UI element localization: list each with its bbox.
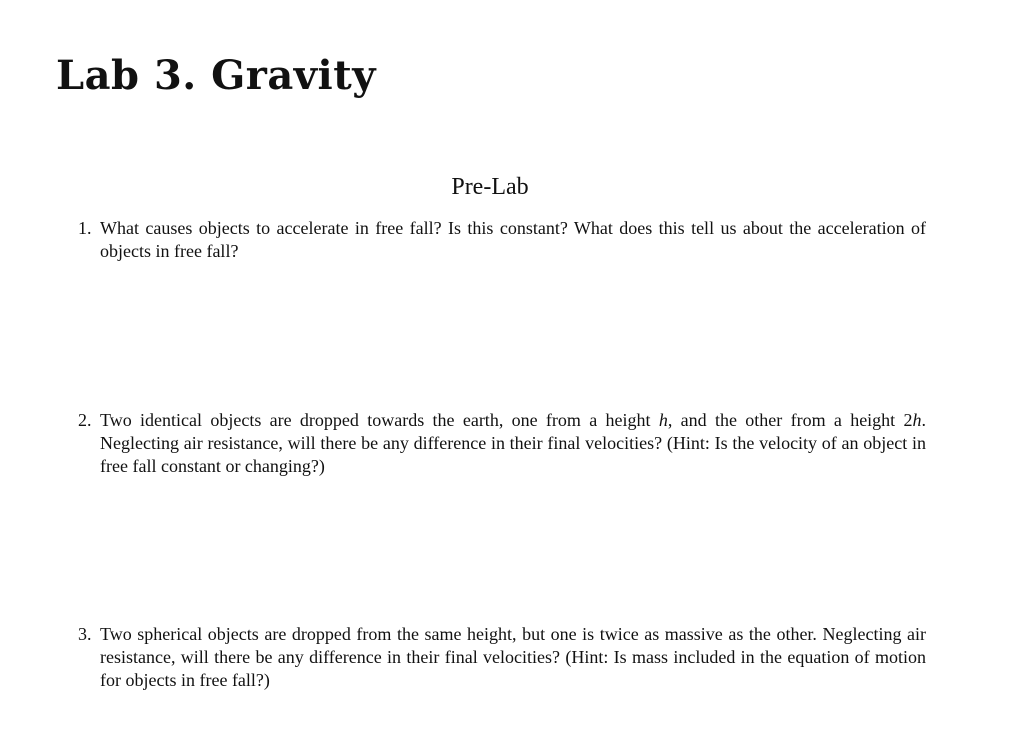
question-text: What causes objects to accelerate in free fall? Is this constant? What does this tell us about the acceleration of objects in free fall?	[100, 218, 926, 261]
math-variable-h: h	[912, 410, 922, 430]
question-text-part: Two identical objects are dropped towards the earth, one from a height	[100, 410, 659, 430]
question-number: 2.	[78, 410, 92, 430]
question-item	[78, 623, 926, 692]
question-text-part: . Neglecting air resistance, will there be any difference in their final velocities? (Hint: Is the velocity of an object in free fall constant or changing?)	[100, 410, 927, 476]
question-item	[78, 217, 926, 263]
question-text-part: , and the other from a height	[667, 410, 904, 430]
question-text	[100, 409, 926, 478]
math-variable-h: h	[658, 410, 668, 430]
question-text: Two spherical objects are dropped from the same height, but one is twice as massive as the other. Neglecting air resistance, will there be any difference in their final velocities? (Hint: Is mass included in the equation of motion for objects in free fall?)	[100, 624, 926, 690]
question-number: 1.	[78, 218, 92, 238]
math-coefficient: 2	[903, 410, 913, 430]
question-number: 3.	[78, 624, 92, 644]
document-title: Lab 3. Gravity	[56, 52, 376, 99]
section-heading: Pre-Lab	[451, 174, 529, 200]
question-item	[78, 409, 926, 478]
